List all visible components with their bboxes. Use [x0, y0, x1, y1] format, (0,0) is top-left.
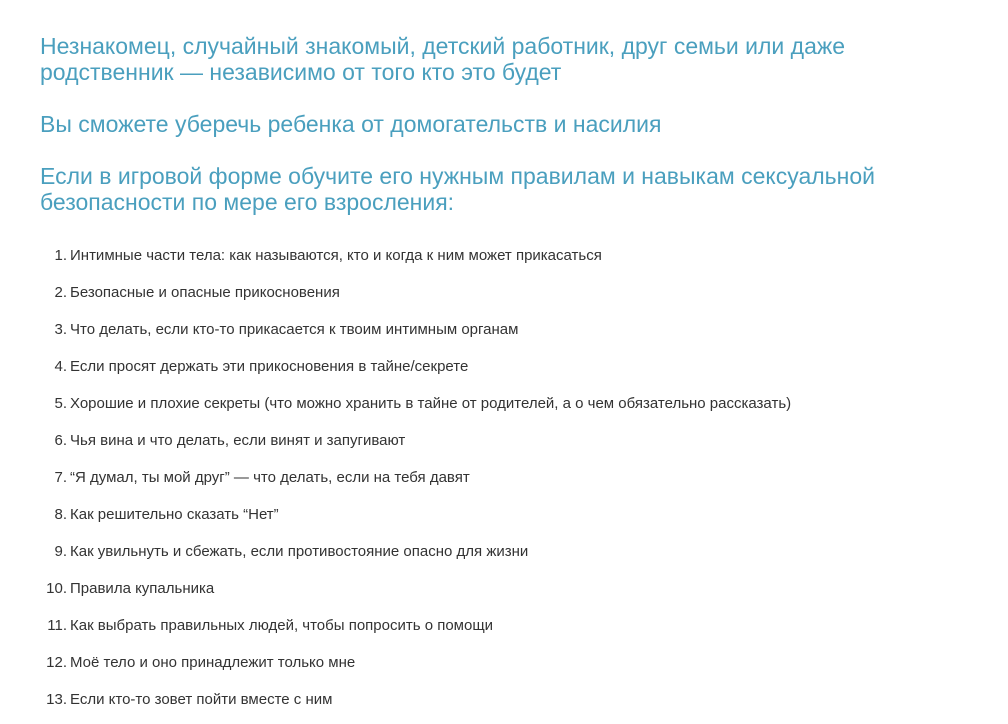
list-item: [40, 539, 791, 576]
list-item: [40, 354, 791, 391]
list-item: [40, 687, 791, 724]
list-item-text: Если кто-то зовет пойти вместе с ним: [70, 691, 333, 708]
list-item-text: Моё тело и оно принадлежит только мне: [70, 654, 356, 671]
list-item-number: 5.: [54, 395, 67, 412]
list-item-number: 4.: [54, 358, 67, 375]
list-item: [40, 243, 791, 280]
list-item: [40, 428, 791, 465]
rules-list: [40, 243, 791, 724]
list-item-number: 11.: [47, 617, 67, 634]
list-item: [40, 650, 791, 687]
intro-headline-1: Незнакомец, случайный знакомый, детский работник, друг семьи или даже родственник — независимо от того кто это будет: [40, 33, 846, 85]
list-item-text: Если просят держать эти прикосновения в тайне/секрете: [70, 358, 469, 375]
list-item-number: 2.: [54, 284, 67, 301]
list-item-text: Что делать, если кто-то прикасается к твоим интимным органам: [70, 321, 519, 338]
list-item: [40, 465, 791, 502]
list-item-text: Интимные части тела: как называются, кто и когда к ним может прикасаться: [70, 247, 602, 264]
list-item-number: 6.: [54, 432, 67, 449]
list-item-text: Безопасные и опасные прикосновения: [70, 284, 340, 301]
list-item: [40, 576, 791, 613]
list-item-number: 3.: [54, 321, 67, 338]
list-item-number: 1.: [54, 247, 67, 264]
list-item-text: Хорошие и плохие секреты (что можно хранить в тайне от родителей, а о чем обязательно рассказать): [70, 395, 792, 412]
list-item-text: Как увильнуть и сбежать, если противостояние опасно для жизни: [70, 543, 529, 560]
list-item-number: 9.: [54, 543, 67, 560]
list-item-number: 8.: [54, 506, 67, 523]
list-item-text: Как выбрать правильных людей, чтобы попросить о помощи: [70, 617, 494, 634]
list-item-text: “Я думал, ты мой друг” — что делать, если на тебя давят: [70, 469, 470, 486]
list-item: [40, 317, 791, 354]
list-item: [40, 391, 791, 428]
list-item-text: Как решительно сказать “Нет”: [70, 506, 279, 523]
list-item-number: 13.: [46, 691, 67, 708]
list-item-text: Чья вина и что делать, если винят и запугивают: [70, 432, 406, 449]
list-item-number: 12.: [46, 654, 67, 671]
article-content: [40, 33, 980, 708]
list-item-text: Правила купальника: [70, 580, 215, 597]
intro-headline-3: Если в игровой форме обучите его нужным правилам и навыкам сексуальной безопасности по мере его взросления:: [40, 163, 875, 215]
list-item: [40, 613, 791, 650]
list-item: [40, 502, 791, 539]
list-item-number: 7.: [54, 469, 67, 486]
list-item: [40, 280, 791, 317]
intro-headline-2: Вы сможете уберечь ребенка от домогательств и насилия: [40, 111, 662, 137]
list-item-number: 10.: [46, 580, 67, 597]
